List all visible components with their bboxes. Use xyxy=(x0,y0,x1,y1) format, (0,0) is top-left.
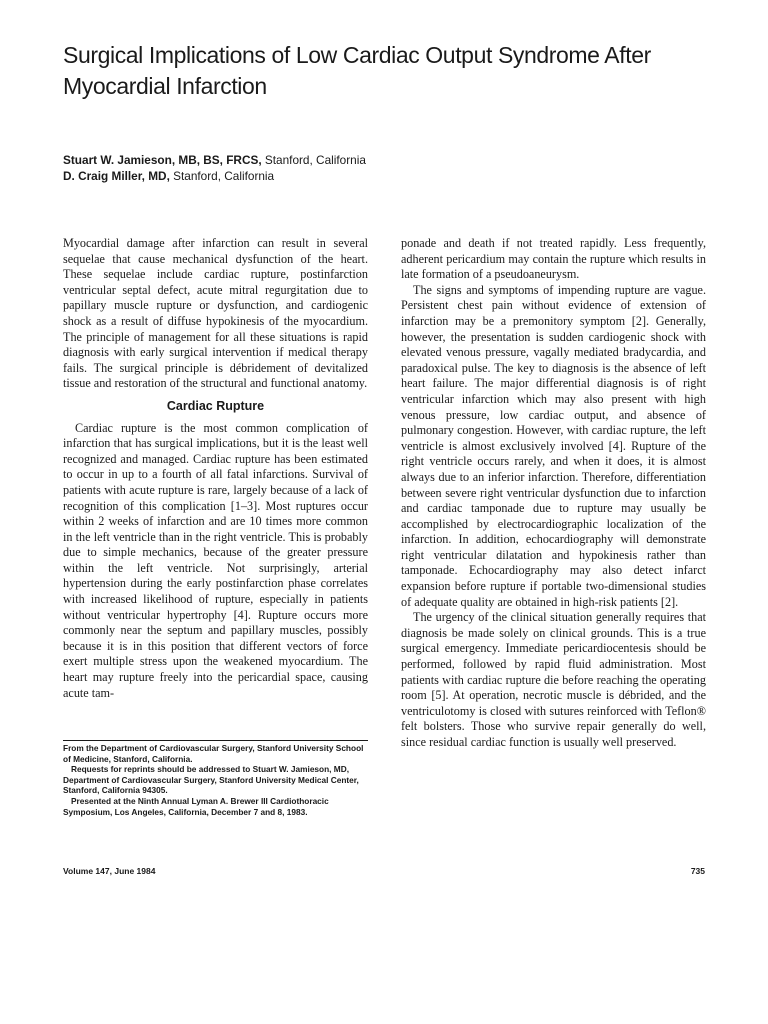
footnote-reprints: Requests for reprints should be addressed to Stuart W. Jamieson, MD, Department of Cardiovascular Surgery, Stanford University Medical Center, Stanford, California 94305. xyxy=(63,764,359,796)
author-list xyxy=(63,152,703,184)
right-column xyxy=(401,236,706,751)
body-paragraph: The urgency of the clinical situation generally requires that diagnosis be made solely on clinical grounds. This is a true surgical emergency. Immediate pericardiocentesis should be performed, followed by rapid fluid administration. Most patients with cardiac rupture die before reaching the operating room [5]. At operation, necrotic muscle is débrided, and the ventriculotomy is closed with sutures reinforced with Teflon® felt bolsters. Those who survive repair generally do well, since residual cardiac function is usually well preserved. xyxy=(401,610,706,749)
left-column xyxy=(63,236,368,701)
journal-citation: Volume 147, June 1984 xyxy=(63,866,156,876)
abstract-paragraph: Myocardial damage after infarction can result in several sequelae that cause mechanical dysfunction of the heart. These sequelae include cardiac rupture, postinfarction ventricular septal defect, acute mitral regurgitation due to papillary muscle rupture or dysfunction, and cardiogenic shock as a result of diffuse hypokinesis of the myocardium. The principle of management for all these situations is rapid diagnosis with early surgical intervention if medical therapy fails. The surgical principle is débridement of devitalized tissue and restoration of the structural and functional anatomy. xyxy=(63,236,368,391)
body-paragraph: The signs and symptoms of impending rupture are vague. Persistent chest pain without evidence of extension of infarction may be a premonitory symptom [2]. Generally, however, the presentation is sudden cardiogenic shock with elevated venous pressure, vagally mediated bradycardia, and paradoxical pulse. The key to diagnosis is the absence of left heart failure. The major differential diagnosis is of right ventricular infarction which may also present with high venous pressure, low cardiac output, and absence of pulmonary congestion. However, with cardiac rupture, the left ventricle is almost exclusively involved [4]. Rupture of the right ventricle occurs rarely, and when it does, it is almost always due to an inferior infarction. Therefore, differentiation between severe right ventricular dysfunction due to infarction and cardiac tamponade due to rupture may usually be accomplished by electrocardiographic localization of the infarction. In addition, echocardiography will demonstrate right ventricular dilatation and hypokinesis rather than tamponade. Echocardiography may also detect infarct expansion before rupture if portable two-dimensional studies of adequate quality are obtained in high-risk patients [2]. xyxy=(401,282,706,609)
body-paragraph: ponade and death if not treated rapidly. Less frequently, adherent pericardium may contain the rupture which results in late formation of a pseudoaneurysm. xyxy=(401,236,706,282)
article-title: Surgical Implications of Low Cardiac Output Syndrome After Myocardial Infarction xyxy=(63,42,651,99)
author-location: Stanford, California xyxy=(169,169,275,183)
body-paragraph: Cardiac rupture is the most common complication of infarction that has surgical implications, but it is the least well recognized and managed. Cardiac rupture has been estimated to occur in up to a fourth of all fatal infarctions. Survival of patients with acute rupture is rare, largely because of a lack of recognition of this complication [1–3]. Most ruptures occur within 2 weeks of infarction and are 10 times more common in the left ventricle than in the right ventricle. This is probably due to simple mechanics, because of the greater pressure within the left ventricle. Not surprisingly, arterial hypertension during the early postinfarction phase correlates with increased likelihood of rupture, especially in patients without ventricular hypertrophy [4]. Rupture occurs more commonly near the septum and papillary muscles, possibly because it is in this position that different vectors of force exert multiple stress upon the weakened myocardium. The heart may rupture freely into the pericardial space, causing acute tam- xyxy=(63,420,368,700)
footnote-presented: Presented at the Ninth Annual Lyman A. Brewer III Cardiothoracic Symposium, Los Angeles, California, December 7 and 8, 1983. xyxy=(63,795,329,817)
author-line xyxy=(63,152,703,168)
author-location: Stanford, California xyxy=(261,153,366,167)
author-name: D. Craig Miller, MD, xyxy=(63,169,170,183)
footnote xyxy=(63,740,368,817)
footnote-affiliation: From the Department of Cardiovascular Surgery, Stanford University School of Medicine, Stanford, California. xyxy=(63,743,364,764)
author-name: Stuart W. Jamieson, MB, BS, FRCS, xyxy=(63,153,262,167)
page-number: 735 xyxy=(690,866,705,876)
author-line xyxy=(63,168,703,184)
section-heading: Cardiac Rupture xyxy=(166,398,265,413)
